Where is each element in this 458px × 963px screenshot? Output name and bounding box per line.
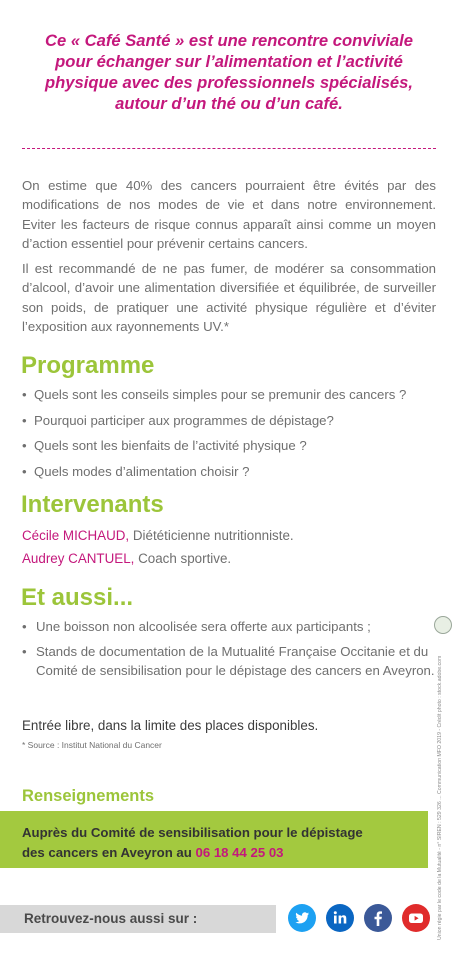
et-aussi-list <box>22 617 436 686</box>
twitter-icon[interactable] <box>288 904 316 932</box>
contact-line: Auprès du Comité de sensibilisation pour le dépistage <box>22 825 363 840</box>
intervenants-heading: Intervenants <box>21 491 164 518</box>
list-item: • Quels sont les bienfaits de l’activité physique ? <box>22 438 307 453</box>
paragraph-risk: On estime que 40% des cancers pourraient être évités par des modifications de nos modes de vie et dans notre environnement. Eviter les facteurs de risque connus apparaît ainsi comme un moyen d’action essentiel pour prévenir certains cancers. <box>22 178 436 252</box>
speaker-name: Cécile MICHAUD, <box>22 528 130 543</box>
et-aussi-heading: Et aussi... <box>21 584 134 611</box>
intro-line: pour échanger sur l’alimentation et l’activité <box>55 52 403 71</box>
dashed-divider <box>22 148 436 149</box>
bullet-icon: • <box>22 412 27 428</box>
youtube-icon[interactable] <box>402 904 430 932</box>
follow-label: Retrouvez-nous aussi sur : <box>0 905 276 933</box>
speaker-line <box>22 549 231 568</box>
speaker-role: Diététicienne nutritionniste. <box>129 528 294 543</box>
bullet-icon: • <box>22 387 27 402</box>
facebook-icon[interactable] <box>364 904 392 932</box>
list-item: • Stands de documentation de la Mutualité Française Occitanie et du Comité de sensibilisation pour le dépistage des cancers en Aveyron. <box>22 644 435 678</box>
intro-line: Ce « Café Santé » est une rencontre conviviale <box>45 31 413 50</box>
list-item: • Pourquoi participer aux programmes de dépistage? <box>22 412 334 428</box>
entry-info: Entrée libre, dans la limite des places disponibles. <box>22 718 319 733</box>
speaker-role: Coach sportive. <box>134 551 232 566</box>
programme-list <box>22 385 436 487</box>
renseignements-heading: Renseignements <box>22 787 155 805</box>
bullet-icon: • <box>22 463 27 479</box>
linkedin-icon[interactable] <box>326 904 354 932</box>
bullet-icon: • <box>22 619 27 634</box>
phone-number[interactable]: 06 18 44 25 03 <box>195 845 284 860</box>
bullet-icon: • <box>22 438 27 453</box>
programme-heading: Programme <box>21 352 155 379</box>
paragraph-recommendations: Il est recommandé de ne pas fumer, de modérer sa consommation d’alcool, d’avoir une alimentation diversifiée et équilibrée, de surveiller son poids, de pratiquer une activité physique régulière et d’éviter l’exposition aux rayonnements UV.* <box>22 261 436 335</box>
list-item: • Une boisson non alcoolisée sera offerte aux participants ; <box>22 619 371 634</box>
contact-line: des cancers en Aveyron au 06 18 44 25 03 <box>22 845 284 860</box>
speaker-line <box>22 526 294 545</box>
legal-text: Union régie par le code de la Mutualité - n° SIREN : 529 326 ... Communication MFO 2019 - Crédit photo : stock.adobe.com <box>437 655 443 940</box>
intro-text <box>18 30 440 114</box>
intro-line: autour d’un thé ou d’un café. <box>115 94 343 113</box>
contact-band <box>0 811 428 868</box>
list-item: • Quels modes d’alimentation choisir ? <box>22 463 250 479</box>
bullet-icon: • <box>22 644 27 659</box>
intro-line: physique avec des professionnels spécialisés, <box>45 73 413 92</box>
source-note: * Source : Institut National du Cancer <box>22 740 162 750</box>
list-item: • Quels sont les conseils simples pour se premunir des cancers ? <box>22 387 407 402</box>
speaker-name: Audrey CANTUEL, <box>22 551 135 566</box>
